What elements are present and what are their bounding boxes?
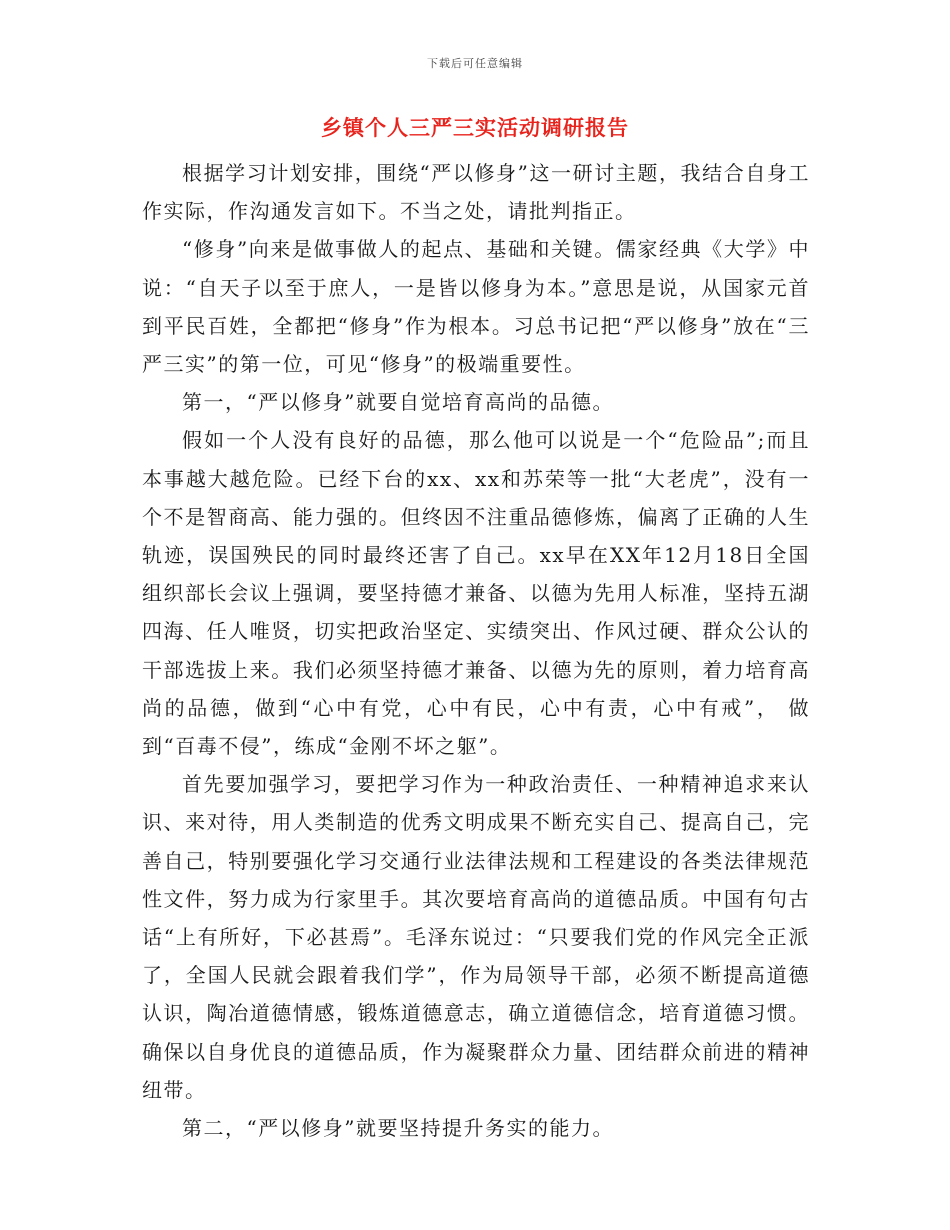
paragraph-study: 首先要加强学习，要把学习作为一种政治责任、一种精神追求来认识、来对待，用人类制造的优秀文明成果不断充实自己、提高自己，完善自己，特别要强化学习交通行业法律法规和工程建设的各类法律规范性文件，努力成为行家里手。其次要培育高尚的道德品质。中国有句古话“上有所好，下必甚焉”。毛泽东说过：“只要我们党的作风完全正派了，全国人民就会跟着我们学”，作为局领导干部，必须不断提高道德认识，陶冶道德情感，锻炼道德意志，确立道德信念，培育道德习惯。确保以自身优良的道德品质，作为凝聚群众力量、团结群众前进的精神纽带。 [142,772,810,1102]
section-heading-second: 第二，“严以修身”就要坚持提升务实的能力。 [182,1116,614,1141]
header-note: 下载后可任意编辑 [427,57,523,70]
paragraph-xiushen: “修身”向来是做事做人的起点、基础和关键。儒家经典《大学》中说：“自天子以至于庶人，一是皆以修身为本。”意思是说，从国家元首到平民百姓，全都把“修身”作为根本。习总书记把“严以修身”放在“三严三实”的第一位，可见“修身”的极端重要性。 [142,237,810,377]
paragraph-intro: 根据学习计划安排，围绕“严以修身”这一研讨主题，我结合自身工作实际，作沟通发言如下。不当之处，请批判指正。 [142,161,810,224]
paragraph-moral: 假如一个人没有良好的品德，那么他可以说是一个“危险品”;而且本事越大越危险。已经下台的xx、xx和苏荣等一批“大老虎”，没有一个不是智商高、能力强的。但终因不注重品德修炼，偏离了正确的人生轨迹，误国殃民的同时最终还害了自己。xx早在XX年12月18日全国组织部长会议上强调，要坚持德才兼备、以德为先用人标准，坚持五湖四海、任人唯贤，切实把政治坚定、实绩突出、作风过硬、群众公认的干部选拔上来。我们必须坚持德才兼备、以德为先的原则，着力培育高尚的品德，做到“心中有党，心中有民，心中有责，心中有戒”， 做到“百毒不侵”，练成“金刚不坏之躯”。 [142,428,810,759]
document-body [142,154,810,1147]
section-heading-first: 第一，“严以修身”就要自觉培育高尚的品德。 [182,390,614,415]
document-title: 乡镇个人三严三实活动调研报告 [321,115,629,140]
